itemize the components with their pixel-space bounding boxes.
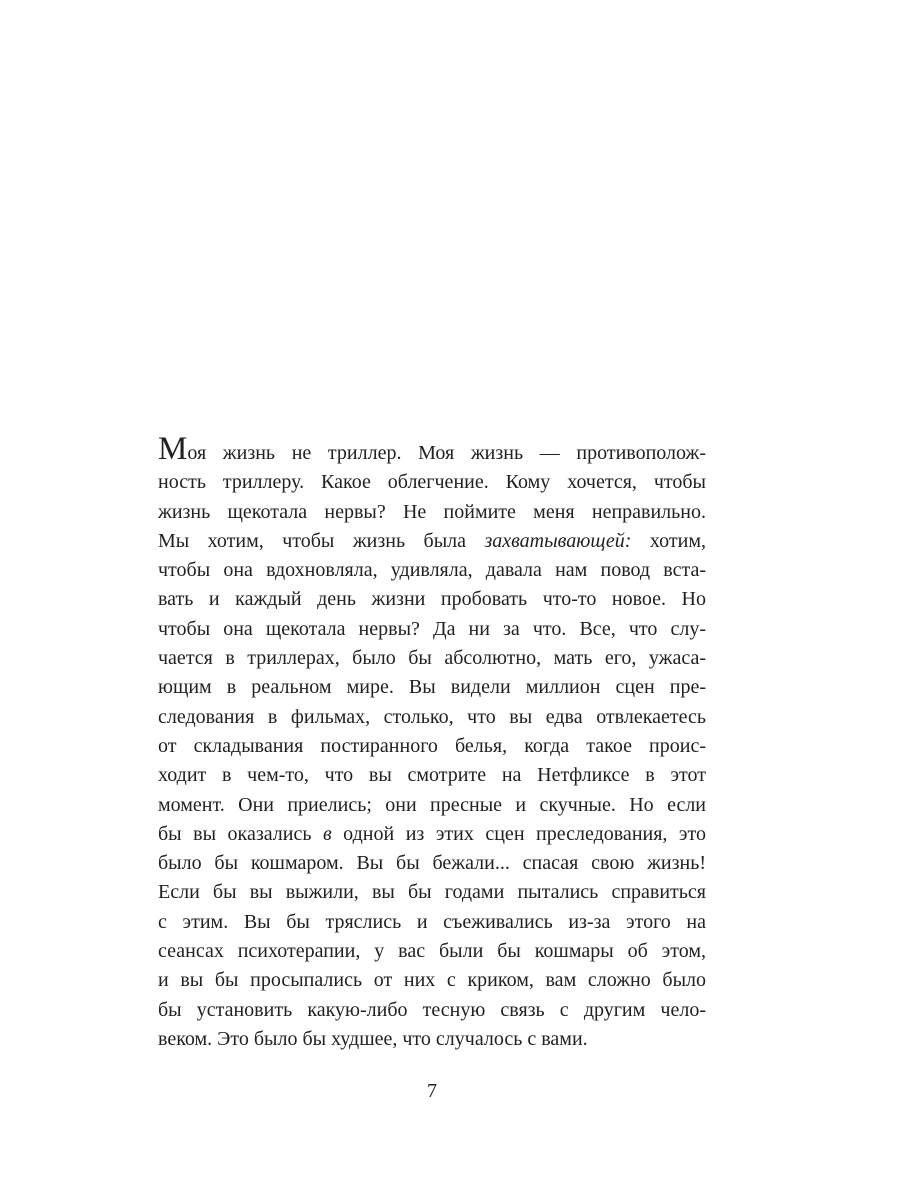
text-block: [158, 431, 706, 1054]
text-line: [158, 937, 706, 966]
text-line: [158, 644, 706, 673]
text-segment: было бы кошмаром. Вы бы бежали... спасая свою жизнь!: [158, 852, 706, 875]
text-line: [158, 556, 706, 585]
text-line: [158, 908, 706, 937]
text-line: [158, 1025, 706, 1054]
text-line: [158, 820, 706, 849]
text-segment: чтобы она щекотала нервы? Да ни за что. Все, что слу-: [158, 617, 706, 640]
text-line: [158, 673, 706, 702]
text-segment: следования в фильмах, столько, что вы едва отвлекаетесь: [158, 705, 706, 728]
text-line: [158, 791, 706, 820]
text-line: [158, 585, 706, 614]
text-segment: ходит в чем-то, что вы смотрите на Нетфликсе в этот: [158, 764, 706, 787]
text-segment: жизнь щекотала нервы? Не поймите меня неправильно.: [158, 500, 706, 523]
page-number: 7: [427, 1080, 437, 1102]
text-line: [158, 966, 706, 995]
text-segment: вать и каждый день жизни пробовать что-то новое. Но: [158, 588, 706, 611]
text-segment: веком. Это было бы худшее, что случалось с вами.: [158, 1027, 588, 1050]
text-line: [158, 615, 706, 644]
text-segment: ность триллеру. Какое облегчение. Кому хочется, чтобы: [158, 471, 706, 494]
text-segment: бы вы оказались: [158, 822, 323, 845]
text-line: [158, 849, 706, 878]
text-segment: хотим,: [631, 529, 706, 552]
text-line: [158, 878, 706, 907]
text-segment: и вы бы просыпались от них с криком, вам сложно было: [158, 969, 706, 992]
text-line: [158, 498, 706, 527]
text-line: [158, 761, 706, 790]
text-segment: сеансах психотерапии, у вас были бы кошмары об этом,: [158, 940, 706, 963]
text-line: [158, 996, 706, 1025]
text-segment: оя жизнь не триллер. Моя жизнь — противополож-: [187, 442, 706, 464]
text-segment: от складывания постиранного белья, когда такое проис-: [158, 734, 706, 757]
text-line: [158, 431, 706, 468]
text-segment: Если бы вы выжили, вы бы годами пытались справиться: [158, 881, 706, 904]
text-segment: чтобы она вдохновляла, удивляла, давала нам повод вста-: [158, 559, 706, 582]
text-segment: одной из этих сцен преследования, это: [331, 822, 706, 845]
text-segment: момент. Они приелись; они пресные и скучные. Но если: [158, 793, 706, 816]
text-line: [158, 468, 706, 497]
text-segment: в: [322, 822, 332, 845]
text-segment: захватывающей:: [484, 529, 632, 552]
initial-capital: М: [158, 431, 188, 467]
text-line: [158, 527, 706, 556]
text-segment: ющим в реальном мире. Вы видели миллион сцен пре-: [158, 676, 706, 699]
text-segment: Мы хотим, чтобы жизнь была: [158, 529, 485, 552]
text-line: [158, 703, 706, 732]
text-segment: бы установить какую-либо тесную связь с другим чело-: [158, 998, 706, 1021]
text-segment: с этим. Вы бы тряслись и съеживались из-за этого на: [158, 910, 706, 933]
text-segment: чается в триллерах, было бы абсолютно, мать его, ужаса-: [158, 647, 706, 670]
text-line: [158, 732, 706, 761]
